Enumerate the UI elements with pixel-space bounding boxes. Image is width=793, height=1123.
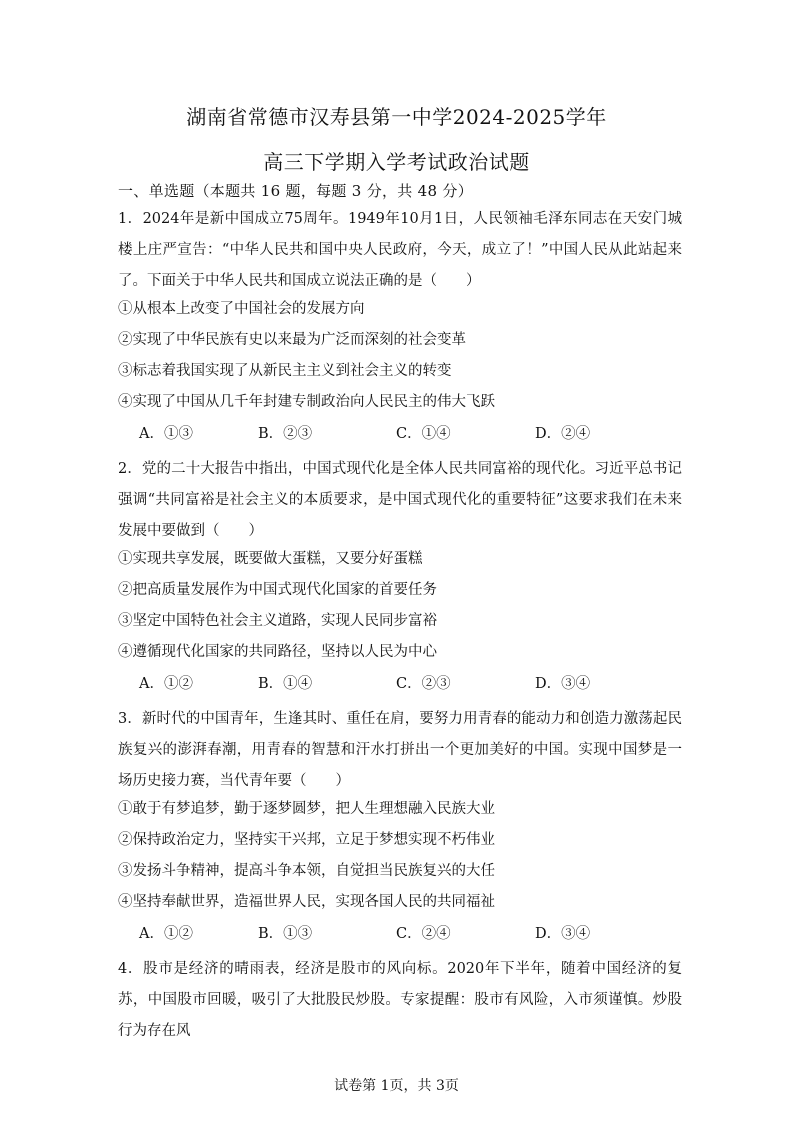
question-4-stem: 4．股市是经济的晴雨表，经济是股市的风向标。2020年下半年，随着中国经济的复苏，中国股市回暖，吸引了大批股民炒股。专家提醒：股市有风险，入市须谨慎。炒股行为存在风 [118, 961, 682, 1039]
question-1-option-2: ②实现了中华民族有史以来最为广泛而深刻的社会变革 [118, 332, 466, 348]
question-1-option-4: ④实现了中国从几千年封建专制政治向人民民主的伟大飞跃 [118, 394, 495, 410]
choice-c[interactable]: C．②③ [396, 676, 451, 692]
choice-b[interactable]: B．②③ [258, 426, 313, 442]
question-2-option-4: ④遵循现代化国家的共同路径，坚持以人民为中心 [118, 644, 437, 660]
question-3-option-3: ③发扬斗争精神，提高斗争本领，自觉担当民族复兴的大任 [118, 863, 495, 879]
choice-d[interactable]: D．③④ [535, 926, 591, 942]
page-subtitle: 高三下学期入学考试政治试题 [263, 150, 530, 174]
question-2-stem: 2．党的二十大报告中指出，中国式现代化是全体人民共同富裕的现代化。习近平总书记强调“共同富裕是社会主义的本质要求，是中国式现代化的重要特征”这要求我们在未来发展中要做到（ ） [118, 461, 682, 539]
choice-a[interactable]: A．①③ [139, 426, 193, 442]
choice-b[interactable]: B．①④ [258, 676, 313, 692]
choice-a[interactable]: A．①② [139, 926, 193, 942]
choice-c[interactable]: C．①④ [396, 426, 451, 442]
page-footer: 试卷第 1页，共 3页 [334, 1078, 459, 1094]
choice-a[interactable]: A．①② [139, 676, 193, 692]
question-1-stem: 1．2024年是新中国成立75周年。1949年10月1日，人民领袖毛泽东同志在天安门城楼上庄严宣告：“中华人民共和国中央人民政府，今天，成立了！”中国人民从此站起来了。下面关于中华人民共和国成立说法正确的是（ ） [118, 211, 682, 289]
page-title: 湖南省常德市汉寿县第一中学2024-2025学年 [186, 105, 607, 129]
choice-c[interactable]: C．②④ [396, 926, 451, 942]
question-3-stem: 3．新时代的中国青年，生逢其时、重任在肩，要努力用青春的能动力和创造力激荡起民族复兴的澎湃春潮，用青春的智慧和汗水打拼出一个更加美好的中国。实现中国梦是一场历史接力赛，当代青年要（ ） [118, 711, 682, 789]
question-3-option-1: ①敢于有梦追梦，勤于逐梦圆梦，把人生理想融入民族大业 [118, 801, 495, 817]
question-2-option-3: ③坚定中国特色社会主义道路，实现人民同步富裕 [118, 613, 437, 629]
choice-d[interactable]: D．③④ [535, 676, 591, 692]
question-3-option-2: ②保持政治定力，坚持实干兴邦，立足于梦想实现不朽伟业 [118, 832, 495, 848]
question-3-option-4: ④坚持奉献世界，造福世界人民，实现各国人民的共同福祉 [118, 894, 495, 910]
question-1-option-1: ①从根本上改变了中国社会的发展方向 [118, 301, 365, 317]
question-1-option-3: ③标志着我国实现了从新民主主义到社会主义的转变 [118, 363, 452, 379]
section-heading: 一、单选题（本题共 16 题，每题 3 分，共 48 分） [118, 182, 474, 200]
choice-b[interactable]: B．①③ [258, 926, 313, 942]
question-2-option-1: ①实现共享发展，既要做大蛋糕，又要分好蛋糕 [118, 551, 423, 567]
choice-d[interactable]: D．②④ [535, 426, 591, 442]
question-2-option-2: ②把高质量发展作为中国式现代化国家的首要任务 [118, 582, 437, 598]
